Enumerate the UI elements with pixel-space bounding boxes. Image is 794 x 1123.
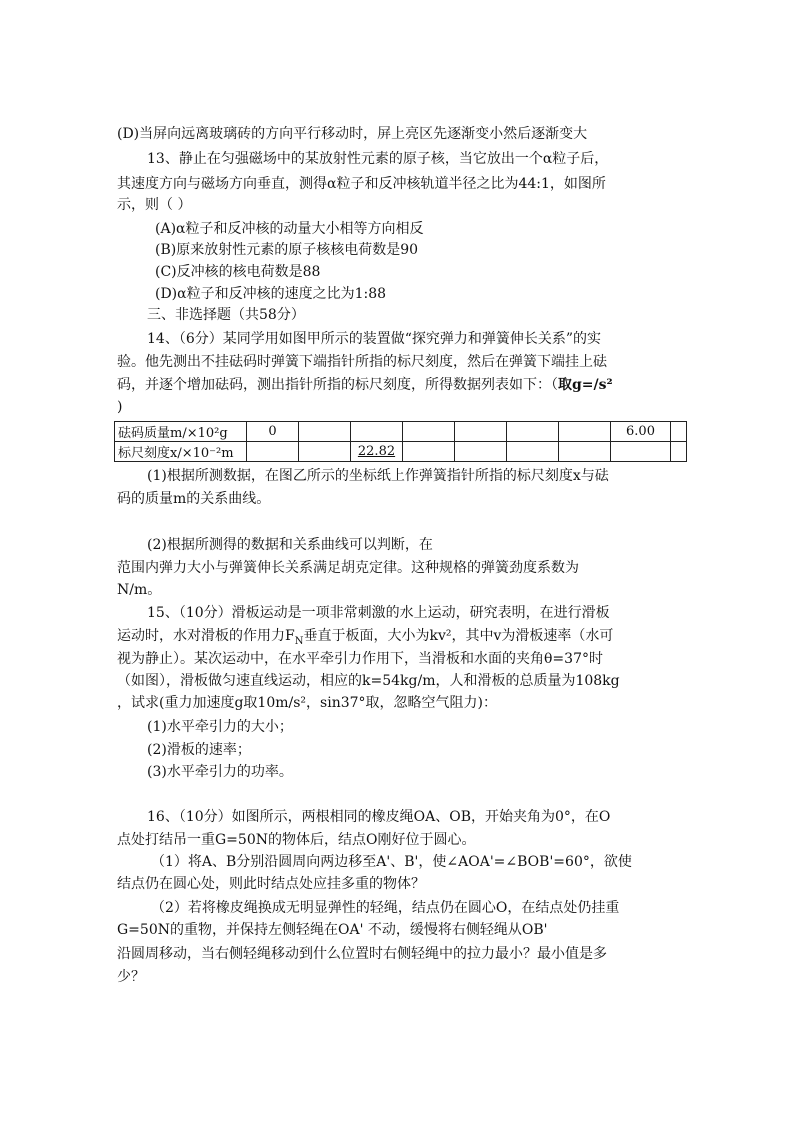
q16-stem-1: 16、（10分）如图所示，两根相同的橡皮绳OA、OB，开始夹角为0°，在O (147, 809, 611, 825)
q16-part2-3: 沿圆周移动，当右侧轻绳移动到什么位置时右侧轻绳中的拉力最小？最小值是多 (117, 946, 607, 962)
option-d-q12: (D)当屏向远离玻璃砖的方向平行移动时，屏上亮区先逐渐变小然后逐渐变大 (117, 126, 588, 142)
q13-stem-1: 13、静止在匀强磁场中的某放射性元素的原子核，当它放出一个α粒子后， (147, 151, 609, 167)
q15-stem-2a: 运动时，水对滑板的作用力F (117, 628, 295, 644)
table-cell (299, 442, 351, 462)
table-cell (351, 422, 403, 442)
table-cell (559, 442, 611, 462)
q14-part1-1: (1)根据所测数据，在图乙所示的坐标纸上作弹簧指针所指的标尺刻度x与砝 (147, 468, 609, 484)
q15-stem-2 (117, 626, 613, 652)
table-cell (247, 442, 299, 462)
q14-stem-3 (117, 375, 613, 395)
q14-stem-4: ) (117, 399, 123, 415)
q14-part2-3: N/m。 (117, 582, 162, 598)
q14-stem-3-text: 码，并逐个增加砝码，测出指针所指的标尺刻度，所得数据列表如下：（ (117, 377, 558, 393)
table-cell (299, 422, 351, 442)
q13-option-c: (C)反冲核的核电荷数是88 (155, 264, 321, 280)
q14-part2-1: (2)根据所测得的数据和关系曲线可以判断，在 (147, 537, 433, 553)
section-heading: 三、非选择题（共58分） (147, 307, 305, 323)
q14-stem-2: 验。他先测出不挂砝码时弹簧下端指针所指的标尺刻度，然后在弹簧下端挂上砝 (117, 354, 607, 370)
data-table (114, 421, 687, 462)
force-subscript: N (294, 635, 304, 647)
row-header-scale: 标尺刻度x/×10⁻²m (115, 442, 247, 462)
row-header-mass: 砝码质量m/×10²g (115, 422, 247, 442)
q16-part1-2: 结点仍在圆心处，则此时结点处应挂多重的物体？ (117, 876, 425, 892)
table-cell (455, 422, 507, 442)
q16-stem-2: 点处打结吊一重G=50N的物体后，结点O刚好位于圆心。 (117, 832, 476, 848)
q15-stem-4: （如图），滑板做匀速直线运动，相应的k=54kg/m，人和滑板的总质量为108kg (117, 673, 620, 689)
q13-option-b: (B)原来放射性元素的原子核核电荷数是90 (155, 242, 419, 258)
q14-part1-2: 码的质量m的关系曲线。 (117, 491, 271, 507)
q16-part2-1: （2）若将橡皮绳换成无明显弹性的轻绳，结点仍在圆心O，在结点处仍挂重 (151, 900, 620, 916)
table-cell: 0 (247, 422, 299, 442)
q15-part3: (3)水平牵引力的功率。 (147, 764, 293, 780)
q15-stem-2b: 垂直于板面，大小为kv²，其中v为滑板速率（水可 (303, 628, 614, 644)
q13-stem-2: 其速度方向与磁场方向垂直，测得α粒子和反冲核轨道半径之比为44:1，如图所 (117, 176, 606, 192)
q15-part2: (2)滑板的速率； (147, 742, 251, 758)
q15-part1: (1)水平牵引力的大小； (147, 719, 293, 735)
table-cell (507, 442, 559, 462)
gravity-note: 取g=/s² (558, 377, 613, 393)
table-row-mass (115, 422, 687, 442)
q13-option-a: (A)α粒子和反冲核的动量大小相等方向相反 (155, 221, 424, 237)
table-cell (507, 422, 559, 442)
table-cell (403, 422, 455, 442)
table-cell (671, 442, 687, 462)
q14-stem-1: 14、（6分）某同学用如图甲所示的装置做“探究弹力和弹簧伸长关系”的实 (147, 331, 602, 347)
table-row-scale (115, 442, 687, 462)
q15-stem-3: 视为静止）。某次运动中，在水平牵引力作用下，当滑板和水面的夹角θ=37°时 (117, 651, 603, 667)
table-cell: 6.00 (611, 422, 671, 442)
table-cell (559, 422, 611, 442)
table-cell (403, 442, 455, 462)
q16-part1-1: （1）将A、B分别沿圆周向两边移至A'、B'，使∠AOA'=∠BOB'=60°，欲使 (151, 854, 632, 870)
table-cell (611, 442, 671, 462)
q16-part2-4: 少？ (117, 969, 145, 985)
q13-stem-3: 示，则（ ） (117, 197, 192, 213)
table-cell: 22.82 (351, 442, 403, 462)
q15-stem-1: 15、（10分）滑板运动是一项非常刺激的水上运动，研究表明，在进行滑板 (147, 605, 610, 621)
table-cell (455, 442, 507, 462)
q16-part2-2: G=50N的重物，并保持左侧轻绳在OA' 不动，缓慢将右侧轻绳从OB' (117, 922, 548, 938)
q15-stem-5: ，试求(重力加速度g取10m/s²，sin37°取，忽略空气阻力)： (117, 695, 497, 711)
table-cell (671, 422, 687, 442)
q14-part2-2: 范围内弹力大小与弹簧伸长关系满足胡克定律。这种规格的弹簧劲度系数为 (117, 560, 579, 576)
q13-option-d: (D)α粒子和反冲核的速度之比为1:88 (155, 286, 387, 302)
